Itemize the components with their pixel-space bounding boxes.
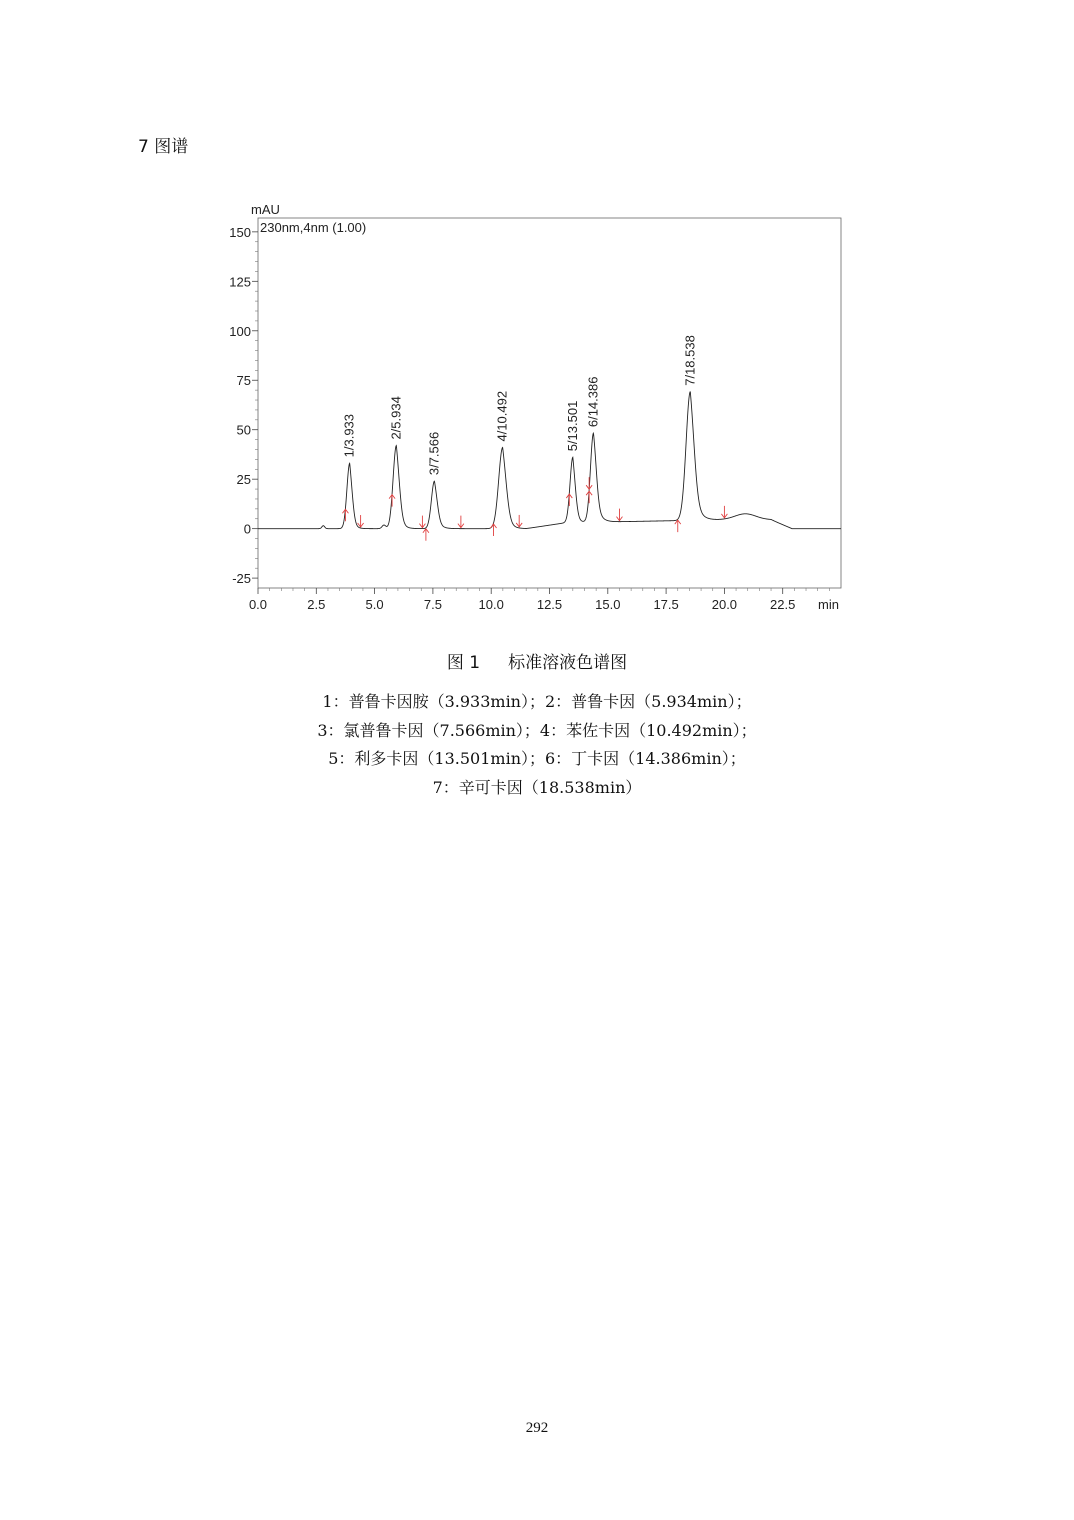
x-tick-label: 7.5 bbox=[423, 597, 442, 612]
y-tick-label: 50 bbox=[236, 422, 251, 438]
y-tick-label: 0 bbox=[243, 521, 251, 537]
peak-label: 1/3.933 bbox=[341, 413, 357, 458]
plot-frame bbox=[258, 218, 841, 588]
y-tick-label: 75 bbox=[236, 373, 251, 389]
chromatogram-trace bbox=[258, 392, 841, 529]
peak-label: 7/18.538 bbox=[682, 335, 698, 386]
y-tick-label: 100 bbox=[229, 323, 251, 339]
x-axis-label: min bbox=[818, 597, 839, 612]
legend-line: 1：普鲁卡因胺（3.933min）；2：普鲁卡因（5.934min）； bbox=[322, 692, 752, 711]
trace-layer bbox=[258, 392, 841, 529]
y-tick-label: 25 bbox=[236, 472, 251, 488]
x-tick-label: 12.5 bbox=[536, 597, 563, 612]
x-tick-label: 5.0 bbox=[365, 597, 384, 612]
y-tick-label: 125 bbox=[229, 274, 251, 290]
axes-layer bbox=[229, 202, 841, 612]
x-tick-label: 0.0 bbox=[248, 597, 268, 612]
legend-line: 7：辛可卡因（18.538min） bbox=[432, 777, 642, 797]
x-tick-label: 2.5 bbox=[307, 597, 326, 612]
legend-line: 3：氯普鲁卡因（7.566min）；4：苯佐卡因（10.492min）； bbox=[317, 720, 757, 740]
x-tick-label: 10.0 bbox=[478, 597, 504, 612]
y-tick-label: 150 bbox=[229, 224, 251, 240]
x-tick-label: 15.0 bbox=[595, 597, 621, 612]
figure-title: 标准溶液色谱图 bbox=[508, 653, 628, 673]
peak-label: 3/7.566 bbox=[426, 431, 442, 476]
peak-label: 2/5.934 bbox=[388, 396, 404, 440]
x-tick-label: 22.5 bbox=[770, 597, 796, 612]
channel-label: 230nm,4nm (1.00) bbox=[260, 220, 367, 235]
x-tick-label: 20.0 bbox=[711, 597, 738, 612]
peak-label: 5/13.501 bbox=[564, 400, 580, 452]
legend-line: 5：利多卡因（13.501min）；6：丁卡因（14.386min）； bbox=[328, 749, 746, 768]
integration-markers bbox=[342, 477, 727, 541]
x-tick-label: 17.5 bbox=[653, 597, 679, 612]
y-tick-label: -25 bbox=[232, 571, 251, 587]
peak-legend bbox=[0, 688, 1074, 802]
chromatogram-chart bbox=[0, 0, 1074, 640]
peak-label: 4/10.492 bbox=[494, 390, 510, 442]
peak-label: 6/14.386 bbox=[585, 376, 601, 428]
figure-number: 图 1 bbox=[446, 653, 481, 673]
page-number: 292 bbox=[525, 1420, 549, 1436]
figure-caption bbox=[0, 648, 1074, 673]
y-axis-label: mAU bbox=[251, 202, 280, 217]
section-heading: 7 图谱 bbox=[138, 137, 189, 157]
